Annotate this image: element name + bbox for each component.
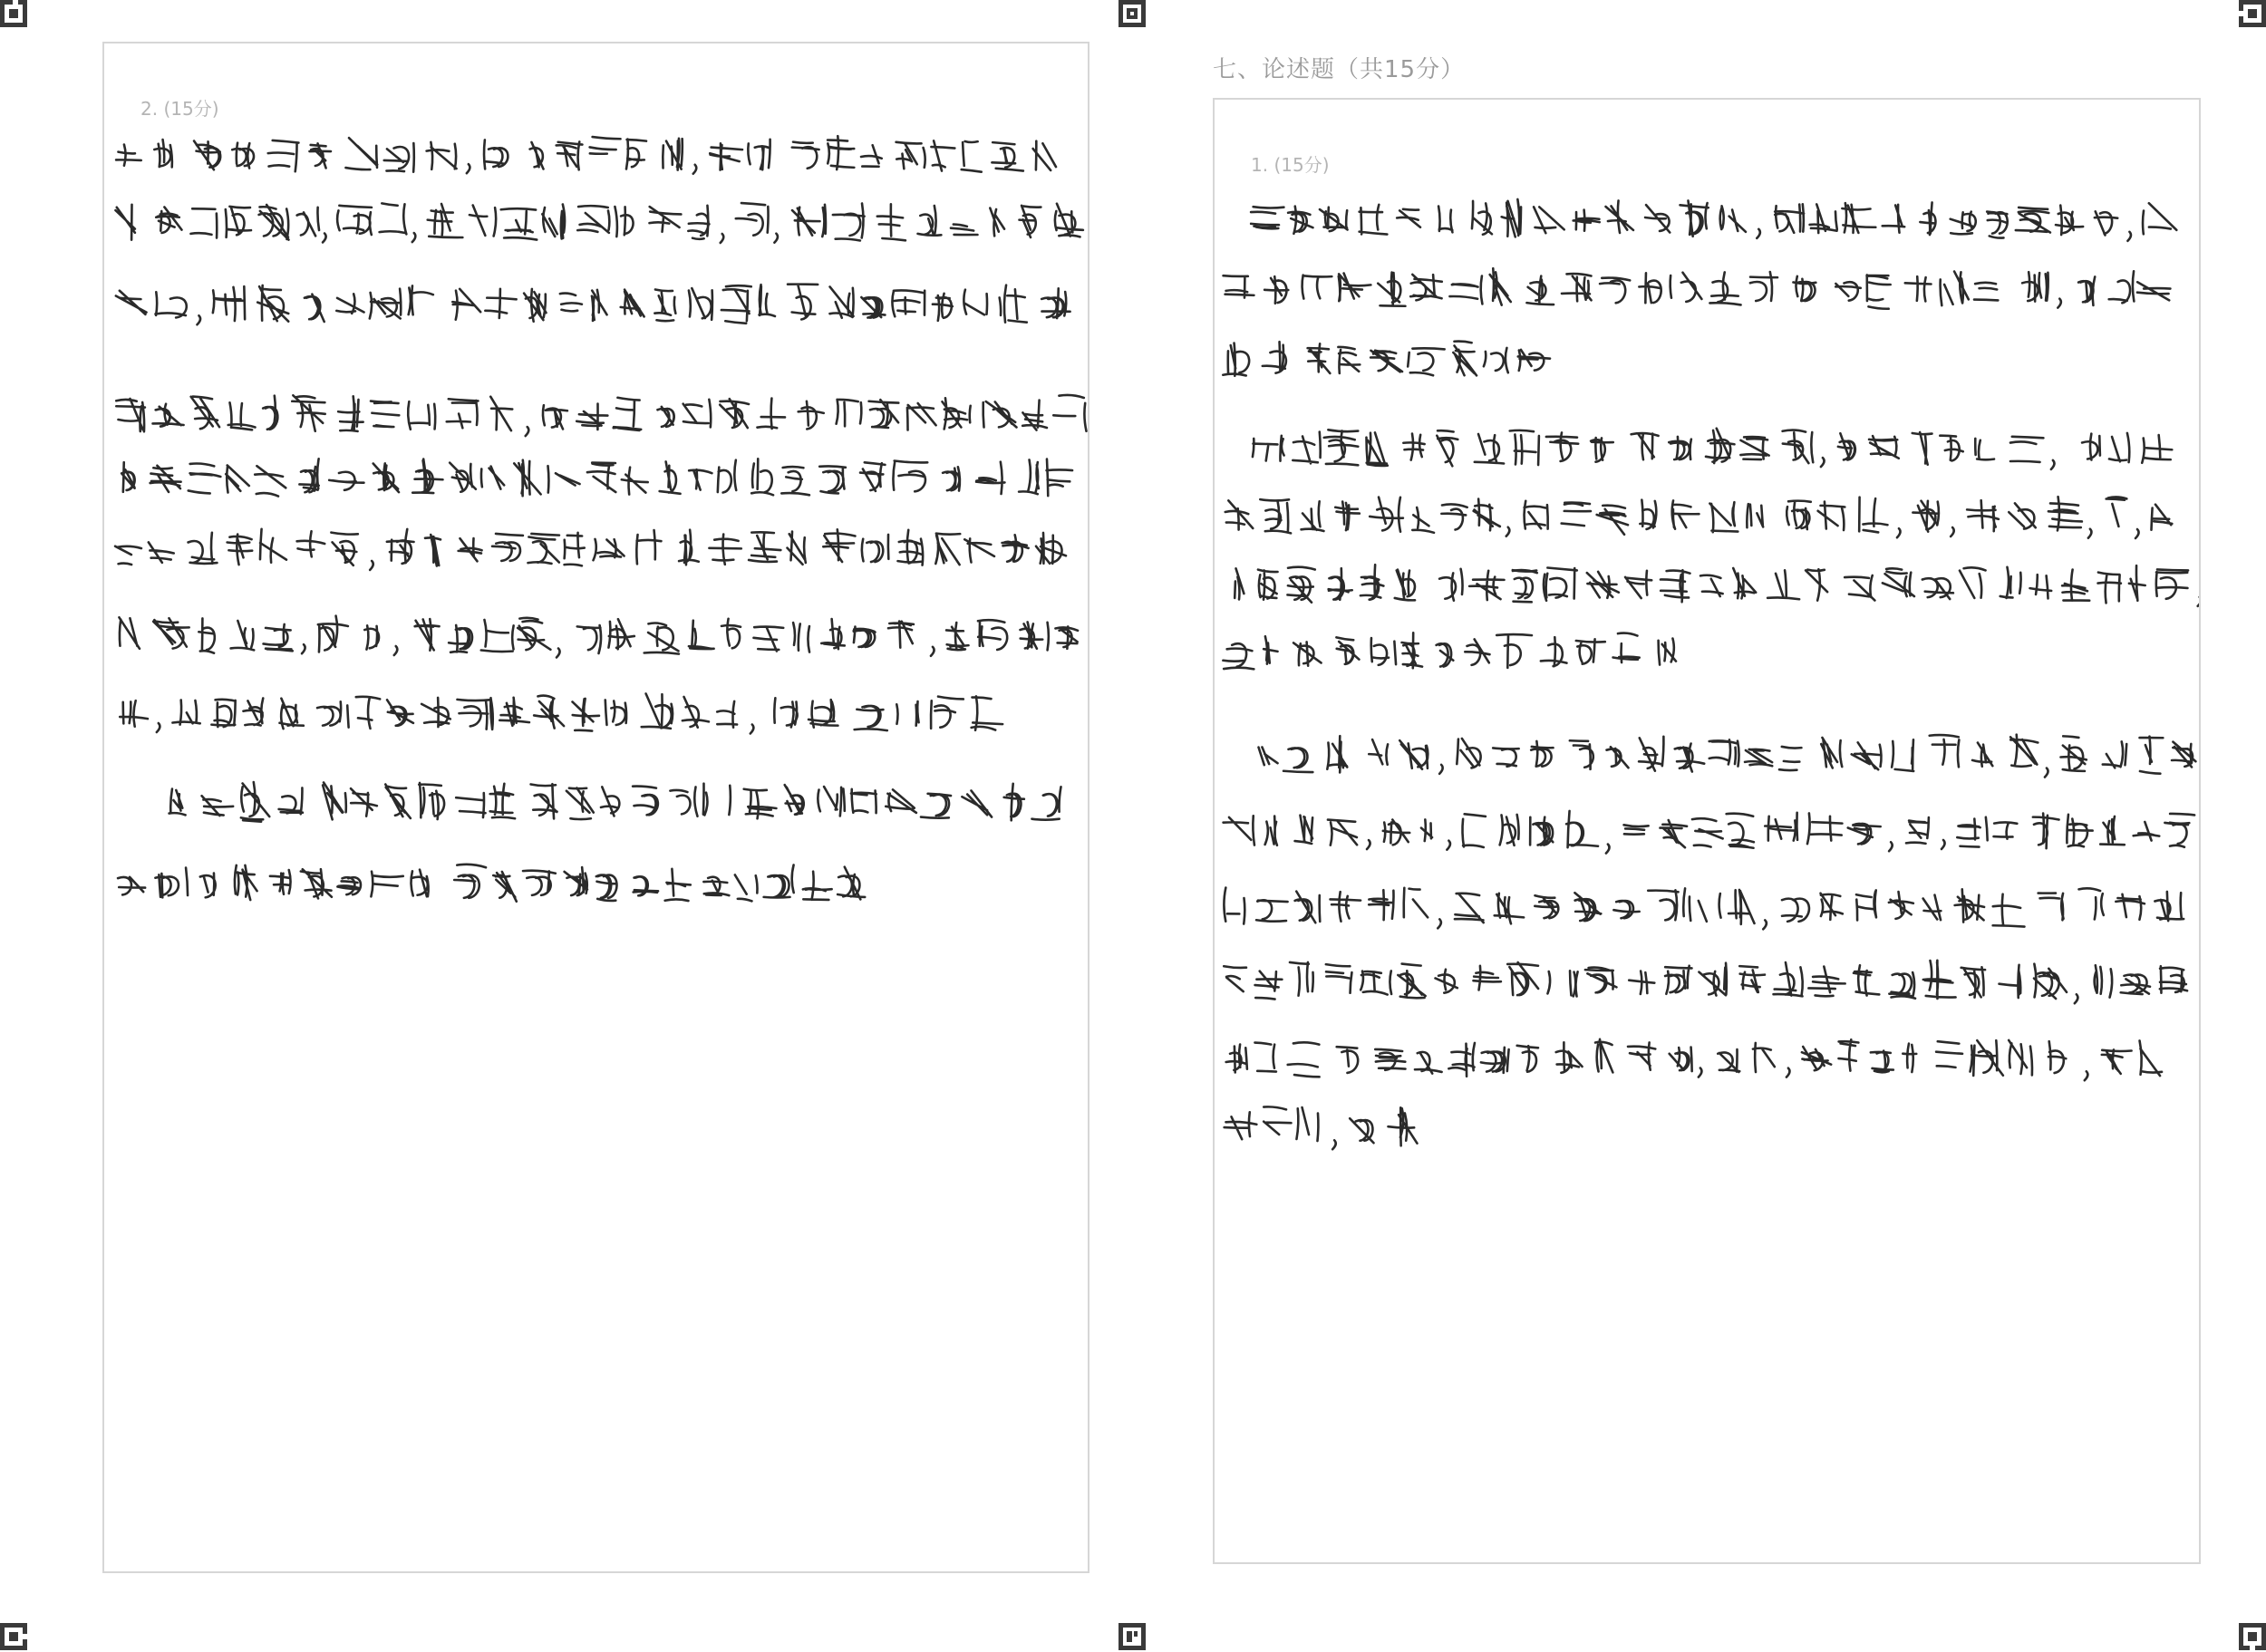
corner-marker-icon (1118, 0, 1146, 27)
corner-marker-icon (0, 1623, 27, 1650)
handwriting-image (1215, 100, 2199, 1562)
corner-marker-icon (0, 0, 27, 27)
question-label: 2. (15分) (140, 98, 219, 120)
question-label: 1. (15分) (1251, 154, 1330, 176)
corner-marker-icon (1118, 1623, 1146, 1650)
answer-box-q2[interactable] (102, 42, 1089, 1573)
answer-box-q1[interactable] (1213, 98, 2201, 1564)
corner-marker-icon (2239, 1623, 2266, 1650)
corner-marker-icon (2239, 0, 2266, 27)
handwriting-image (104, 43, 1088, 1571)
section-title: 七、论述题（共15分） (1213, 56, 1466, 83)
